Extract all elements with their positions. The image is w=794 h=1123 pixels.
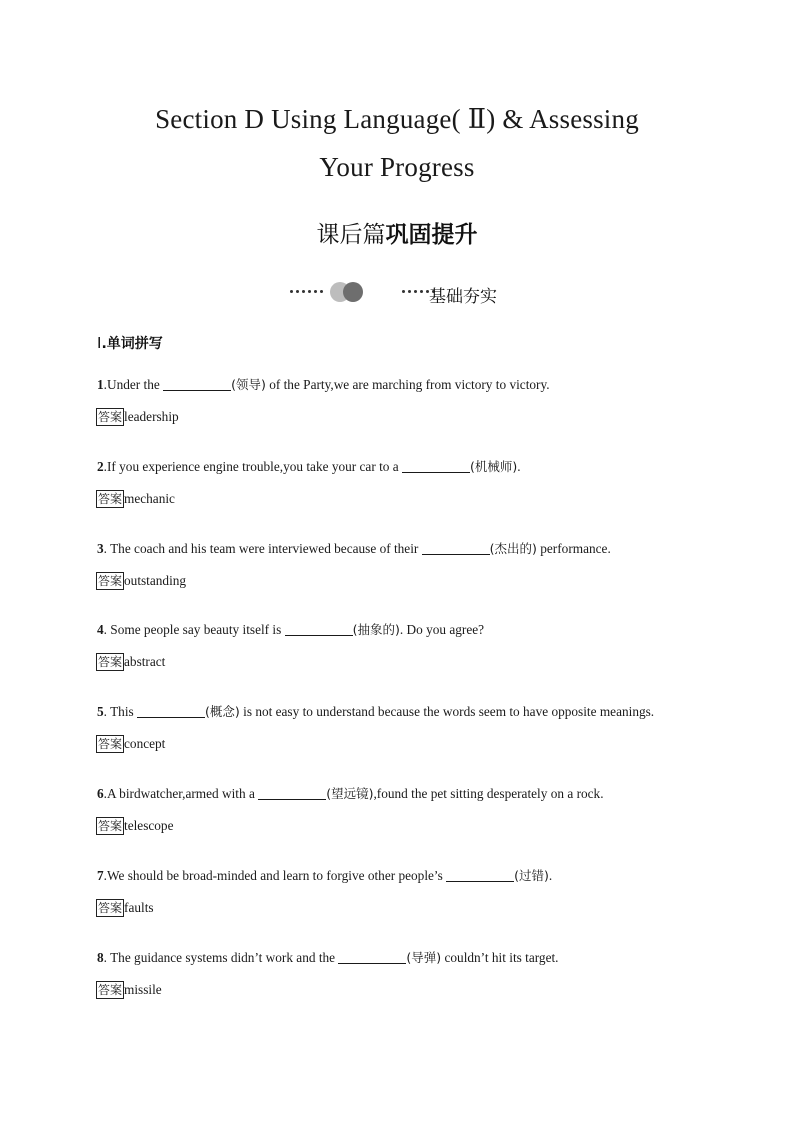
question-item	[97, 375, 550, 393]
question-text-after: couldn’t hit its target.	[441, 949, 559, 965]
question-number: 8	[97, 949, 104, 965]
answer-blank	[338, 951, 406, 964]
answer-blank	[422, 542, 490, 555]
answer-tag: 答案	[98, 982, 123, 997]
answer-blank	[163, 378, 231, 391]
question-hint: (望远镜)	[326, 786, 374, 801]
question-text-before: .Under the	[103, 377, 164, 392]
answer-item	[96, 817, 173, 835]
answer-blank	[402, 460, 470, 473]
question-number: 6	[97, 786, 104, 801]
subtitle-bold: 巩固提升	[385, 222, 478, 248]
answer-item	[96, 981, 162, 999]
answer-tag: 答案	[98, 410, 123, 424]
document-title-line-2: Your Progress	[319, 152, 475, 182]
question-text-before: .We should be broad-minded and learn to forgive other people’s	[103, 867, 447, 883]
question-text-before: . The guidance systems didn’t work and the	[103, 949, 339, 965]
question-text-after: performance.	[536, 540, 611, 556]
section-divider	[288, 280, 548, 306]
answer-tag: 答案	[98, 900, 123, 915]
question-number: 2	[97, 458, 104, 474]
answer-text: abstract	[124, 654, 166, 670]
question-item	[97, 457, 521, 475]
question-text-before: .A birdwatcher,armed with a	[103, 786, 259, 801]
divider-label: 基础夯实	[429, 287, 497, 307]
document-title-line-1: Section D Using Language( Ⅱ) & Assessing	[155, 104, 639, 134]
answer-tag: 答案	[98, 655, 123, 670]
section-heading	[97, 333, 163, 353]
question-text-before: . This	[103, 704, 138, 720]
question-number: 3	[97, 540, 104, 556]
question-text-after: .	[517, 458, 521, 474]
answer-blank	[258, 787, 326, 800]
answer-item	[96, 490, 175, 508]
answer-blank	[137, 705, 205, 718]
double-circle-icon	[326, 280, 368, 304]
answer-text: telescope	[124, 818, 174, 833]
question-item	[97, 948, 559, 966]
question-number: 7	[97, 867, 104, 883]
question-number: 5	[97, 704, 104, 720]
question-item	[97, 866, 552, 884]
question-number: 4	[97, 622, 104, 638]
section-roman-numeral: Ⅰ	[97, 336, 102, 352]
answer-item	[96, 408, 179, 426]
answer-tag: 答案	[98, 491, 123, 506]
question-number: 1	[97, 377, 104, 392]
question-text-after: is not easy to understand because the words seem to have opposite meanings.	[239, 704, 655, 720]
question-hint: (抽象的)	[352, 622, 400, 638]
answer-text: outstanding	[124, 572, 187, 588]
answer-text: concept	[124, 736, 166, 752]
answer-tag: 答案	[98, 819, 123, 833]
question-item	[97, 702, 654, 720]
answer-text: mechanic	[124, 490, 175, 506]
question-hint: (机械师)	[469, 458, 518, 474]
question-hint: (领导)	[231, 377, 266, 392]
answer-text: faults	[124, 899, 154, 915]
document-subtitle	[0, 216, 794, 249]
answer-item	[96, 572, 186, 590]
answer-blank	[446, 869, 514, 882]
question-hint: (杰出的)	[489, 540, 537, 556]
question-hint: (导弹)	[406, 949, 442, 965]
answer-text: leadership	[124, 409, 179, 424]
question-text-after: ,found the pet sitting desperately on a rock.	[373, 786, 604, 801]
question-hint: (概念)	[205, 704, 240, 720]
answer-item	[96, 735, 165, 753]
answer-tag: 答案	[98, 737, 123, 752]
question-text-after: . Do you agree?	[399, 622, 485, 638]
dotted-line-left	[290, 290, 323, 294]
answer-text: missile	[124, 981, 162, 997]
subtitle-regular: 课后篇	[316, 222, 386, 248]
question-hint: (过错)	[514, 867, 549, 883]
answer-tag: 答案	[98, 573, 123, 588]
question-text-after: of the Party,we are marching from victory to victory.	[265, 377, 550, 392]
question-item	[97, 539, 611, 557]
section-title: .单词拼写	[101, 336, 163, 352]
answer-item	[96, 653, 165, 671]
question-text-after: .	[548, 867, 553, 883]
answer-blank	[285, 623, 353, 636]
question-item	[97, 620, 484, 638]
question-text-before: . Some people say beauty itself is	[103, 622, 285, 638]
question-item	[97, 784, 604, 802]
question-text-before: .If you experience engine trouble,you take your car to a	[103, 458, 402, 474]
answer-item	[96, 899, 154, 917]
question-text-before: . The coach and his team were interviewed because of their	[103, 540, 422, 556]
